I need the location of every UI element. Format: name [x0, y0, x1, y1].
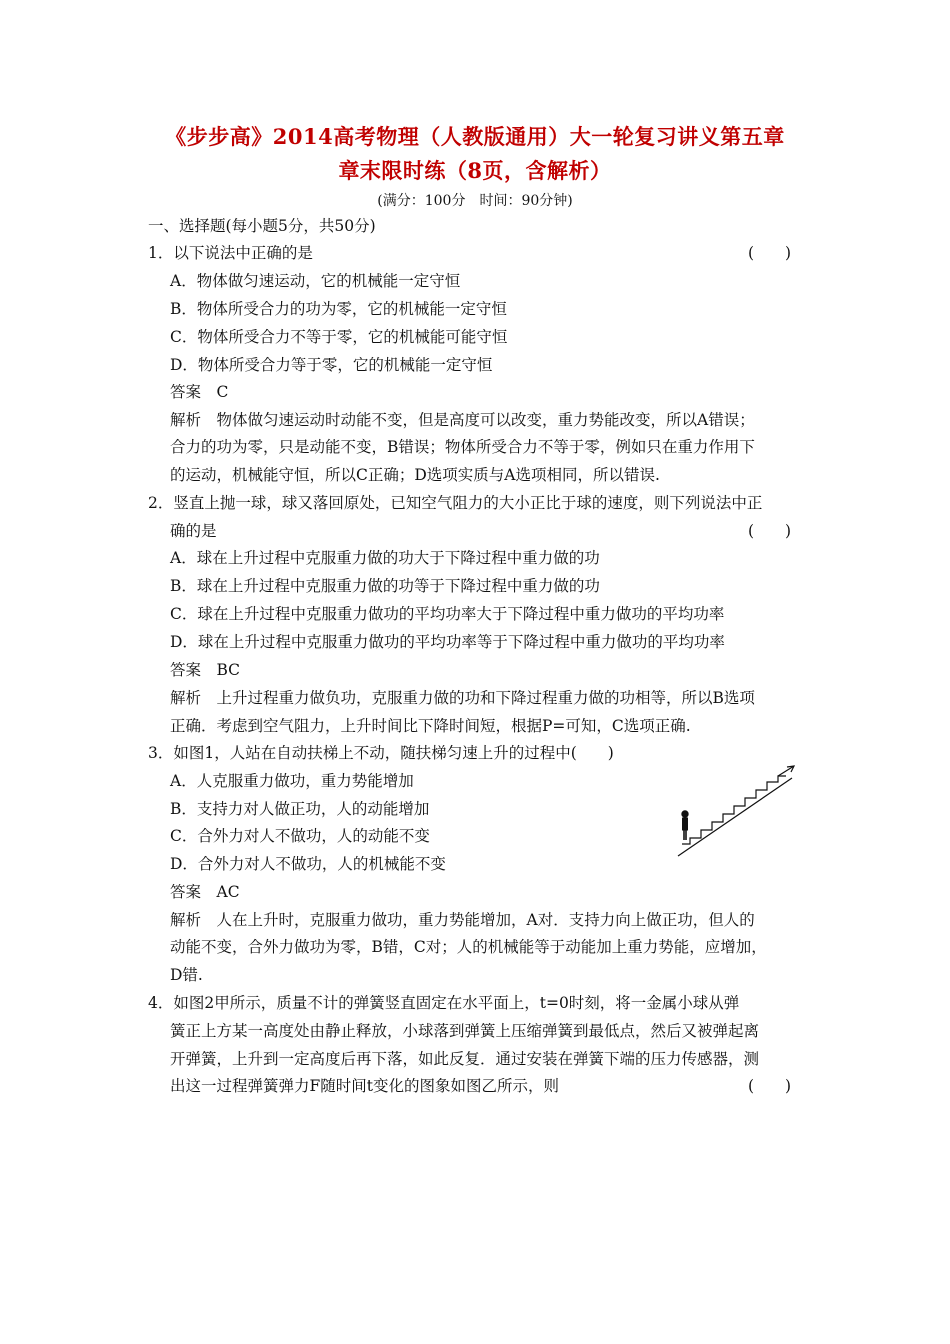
question-3-option-c: C．合外力对人不做功，人的动能不变: [170, 827, 430, 845]
arrow-head-icon: [787, 766, 794, 772]
question-1-option-b: B．物体所受合力的功为零，它的机械能一定守恒: [170, 300, 507, 318]
question-4-stem-line-3: 开弹簧，上升到一定高度后再下落，如此反复．通过安装在弹簧下端的压力传感器，测: [170, 1050, 760, 1068]
question-3-option-b: B．支持力对人做正功，人的动能增加: [170, 800, 430, 818]
question-2-option-a: A．球在上升过程中克服重力做的功大于下降过程中重力做的功: [170, 549, 600, 567]
question-2-option-c: C．球在上升过程中克服重力做功的平均功率大于下降过程中重力做功的平均功率: [170, 605, 725, 623]
question-2-option-b: B．球在上升过程中克服重力做的功等于下降过程中重力做的功: [170, 577, 600, 595]
question-1-option-c: C．物体所受合力不等于零，它的机械能可能守恒: [170, 328, 508, 346]
question-3-option-a: A．人克服重力做功，重力势能增加: [170, 772, 414, 790]
exam-info: (满分：100分 时间：90分钟): [377, 193, 573, 209]
question-4-stem-line-2: 簧正上方某一高度处由静止释放，小球落到弹簧上压缩弹簧到最低点，然后又被弹起离: [170, 1022, 760, 1040]
question-2-stem-line-2: 确的是: [170, 522, 217, 540]
question-3-analysis-line-1: 解析 人在上升时，克服重力做功，重力势能增加，A对．支持力向上做正功，但人的: [170, 911, 755, 929]
question-1-answer: 答案 C: [170, 383, 229, 401]
question-1-analysis-line-2: 合力的功为零，只是动能不变，B错误；物体所受合力不等于零，例如只在重力作用下: [170, 438, 755, 456]
question-3-option-d: D．合外力对人不做功，人的机械能不变: [170, 855, 446, 873]
question-2-analysis-line-2: 正确．考虑到空气阻力，上升时间比下降时间短，根据P=可知，C选项正确.: [170, 717, 691, 735]
question-2-answer: 答案 BC: [170, 661, 241, 679]
escalator-figure: [674, 764, 800, 860]
question-4-stem-line-4: 出这一过程弹簧弹力F随时间t变化的图象如图乙所示，则: [170, 1077, 559, 1095]
question-1-option-a: A．物体做匀速运动，它的机械能一定守恒: [170, 272, 461, 290]
document-title-line-2: 章末限时练（8页，含解析）: [338, 158, 612, 183]
person-icon: [682, 811, 688, 840]
question-2-stem-line-1: 2．竖直上抛一球，球又落回原处，已知空气阻力的大小正比于球的速度，则下列说法中正: [148, 494, 763, 512]
escalator-steps: [682, 776, 786, 844]
question-3-analysis-line-2: 动能不变，合外力做功为零，B错，C对；人的机械能等于动能加上重力势能，应增加，: [170, 938, 767, 956]
question-3-answer: 答案 AC: [170, 883, 240, 901]
question-3-stem: 3．如图1，人站在自动扶梯上不动，随扶梯匀速上升的过程中( ): [148, 744, 614, 762]
question-1-stem: 1．以下说法中正确的是: [148, 244, 313, 262]
section-heading: 一、选择题(每小题5分，共50分): [148, 217, 376, 235]
question-2-option-d: D．球在上升过程中克服重力做功的平均功率等于下降过程中重力做功的平均功率: [170, 633, 725, 651]
question-3-analysis-line-3: D错.: [170, 966, 203, 984]
question-2-analysis-line-1: 解析 上升过程重力做负功，克服重力做的功和下降过程重力做的功相等，所以B选项: [170, 689, 755, 707]
question-1-answer-bracket: ( ): [748, 244, 792, 262]
question-1-analysis-line-3: 的运动，机械能守恒，所以C正确；D选项实质与A选项相同，所以错误.: [170, 466, 660, 484]
question-4-answer-bracket: ( ): [748, 1077, 792, 1095]
question-1-analysis-line-1: 解析 物体做匀速运动时动能不变，但是高度可以改变，重力势能改变，所以A错误；: [170, 411, 755, 429]
question-4-stem-line-1: 4．如图2甲所示，质量不计的弹簧竖直固定在水平面上，t=0时刻，将一金属小球从弹: [148, 994, 740, 1012]
question-1-option-d: D．物体所受合力等于零，它的机械能一定守恒: [170, 356, 493, 374]
escalator-lower-rail: [678, 778, 792, 856]
document-title-line-1: 《步步高》2014高考物理（人教版通用）大一轮复习讲义第五章: [165, 124, 785, 149]
question-2-answer-bracket: ( ): [748, 522, 792, 540]
